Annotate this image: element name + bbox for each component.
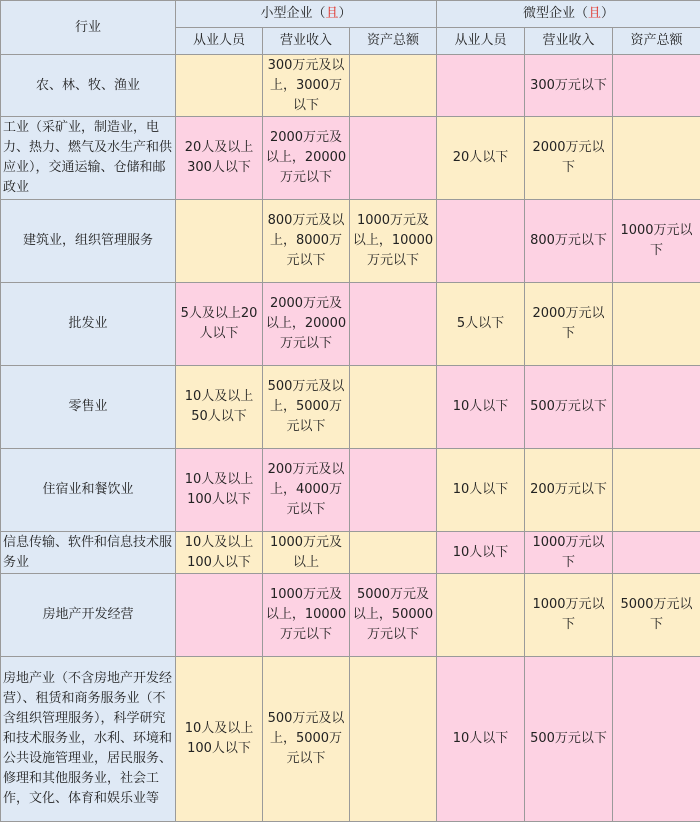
- micro-revenue-cell: 300万元以下: [525, 55, 613, 117]
- small-staff-header: 从业人员: [176, 28, 263, 55]
- small-enterprise-header: 小型企业（且）: [176, 1, 437, 28]
- table-row: [1, 283, 700, 366]
- micro-staff-cell: 5人以下: [437, 283, 525, 366]
- micro-assets-header: 资产总额: [613, 28, 700, 55]
- small-revenue-cell: 1000万元及以上: [263, 532, 350, 574]
- small-assets-cell: [350, 532, 437, 574]
- micro-revenue-cell: 1000万元以下: [525, 574, 613, 657]
- table-row: [1, 200, 700, 283]
- industry-cell: 建筑业，组织管理服务: [1, 200, 176, 283]
- industry-cell: 工业（采矿业，制造业，电力、热力、燃气及水生产和供应业），交通运输、仓储和邮政业: [1, 117, 176, 200]
- micro-revenue-cell: 2000万元以下: [525, 283, 613, 366]
- micro-staff-header: 从业人员: [437, 28, 525, 55]
- micro-staff-cell: 10人以下: [437, 449, 525, 532]
- table-row: [1, 366, 700, 449]
- micro-assets-cell: [613, 657, 700, 822]
- industry-cell: 住宿业和餐饮业: [1, 449, 176, 532]
- table-row: [1, 532, 700, 574]
- small-assets-cell: [350, 117, 437, 200]
- micro-staff-cell: 20人以下: [437, 117, 525, 200]
- small-staff-cell: 10人及以上100人以下: [176, 657, 263, 822]
- micro-assets-cell: [613, 283, 700, 366]
- micro-assets-cell: [613, 55, 700, 117]
- micro-revenue-cell: 200万元以下: [525, 449, 613, 532]
- industry-cell: 房地产开发经营: [1, 574, 176, 657]
- micro-revenue-cell: 2000万元以下: [525, 117, 613, 200]
- small-staff-cell: 10人及以上50人以下: [176, 366, 263, 449]
- table-row: [1, 117, 700, 200]
- industry-cell: 房地产业（不含房地产开发经营）、租赁和商务服务业（不含组织管理服务），科学研究和技术服务业，水利、环境和公共设施管理业，居民服务、修理和其他服务业，社会工作，文化、体育和娱乐业等: [1, 657, 176, 822]
- micro-assets-cell: [613, 366, 700, 449]
- small-assets-cell: 1000万元及以上，10000万元以下: [350, 200, 437, 283]
- small-assets-cell: [350, 657, 437, 822]
- small-assets-cell: [350, 449, 437, 532]
- table-row: [1, 657, 700, 822]
- micro-enterprise-header: 微型企业（且）: [437, 1, 700, 28]
- small-revenue-header: 营业收入: [263, 28, 350, 55]
- micro-revenue-cell: 800万元以下: [525, 200, 613, 283]
- small-assets-cell: 5000万元及以上，50000万元以下: [350, 574, 437, 657]
- micro-staff-cell: 10人以下: [437, 657, 525, 822]
- industry-cell: 零售业: [1, 366, 176, 449]
- small-staff-cell: [176, 200, 263, 283]
- small-revenue-cell: 500万元及以上，5000万元以下: [263, 657, 350, 822]
- small-assets-cell: [350, 366, 437, 449]
- and-marker: 且: [325, 6, 338, 21]
- micro-assets-cell: [613, 449, 700, 532]
- small-revenue-cell: 2000万元及以上，20000万元以下: [263, 117, 350, 200]
- small-revenue-cell: 500万元及以上，5000万元以下: [263, 366, 350, 449]
- micro-staff-cell: [437, 200, 525, 283]
- micro-revenue-cell: 500万元以下: [525, 366, 613, 449]
- small-revenue-cell: 2000万元及以上，20000万元以下: [263, 283, 350, 366]
- small-assets-cell: [350, 55, 437, 117]
- small-staff-cell: 5人及以上20人以下: [176, 283, 263, 366]
- industry-header: 行业: [1, 1, 176, 55]
- small-assets-cell: [350, 283, 437, 366]
- table-row: [1, 574, 700, 657]
- small-staff-cell: 10人及以上100人以下: [176, 449, 263, 532]
- small-revenue-cell: 200万元及以上，4000万元以下: [263, 449, 350, 532]
- small-revenue-cell: 1000万元及以上，10000万元以下: [263, 574, 350, 657]
- micro-revenue-header: 营业收入: [525, 28, 613, 55]
- micro-assets-cell: 1000万元以下: [613, 200, 700, 283]
- micro-assets-cell: [613, 117, 700, 200]
- micro-staff-cell: [437, 55, 525, 117]
- industry-cell: 农、林、牧、渔业: [1, 55, 176, 117]
- small-staff-cell: [176, 55, 263, 117]
- table-row: [1, 55, 700, 117]
- small-revenue-cell: 800万元及以上，8000万元以下: [263, 200, 350, 283]
- micro-assets-cell: [613, 532, 700, 574]
- small-staff-cell: [176, 574, 263, 657]
- micro-staff-cell: 10人以下: [437, 366, 525, 449]
- industry-cell: 信息传输、软件和信息技术服务业: [1, 532, 176, 574]
- micro-revenue-cell: 1000万元以下: [525, 532, 613, 574]
- micro-staff-cell: 10人以下: [437, 532, 525, 574]
- micro-revenue-cell: 500万元以下: [525, 657, 613, 822]
- and-marker: 且: [588, 6, 601, 21]
- small-staff-cell: 20人及以上300人以下: [176, 117, 263, 200]
- small-staff-cell: 10人及以上100人以下: [176, 532, 263, 574]
- small-assets-header: 资产总额: [350, 28, 437, 55]
- small-revenue-cell: 300万元及以上，3000万以下: [263, 55, 350, 117]
- table-row: [1, 449, 700, 532]
- micro-staff-cell: [437, 574, 525, 657]
- industry-cell: 批发业: [1, 283, 176, 366]
- micro-assets-cell: 5000万元以下: [613, 574, 700, 657]
